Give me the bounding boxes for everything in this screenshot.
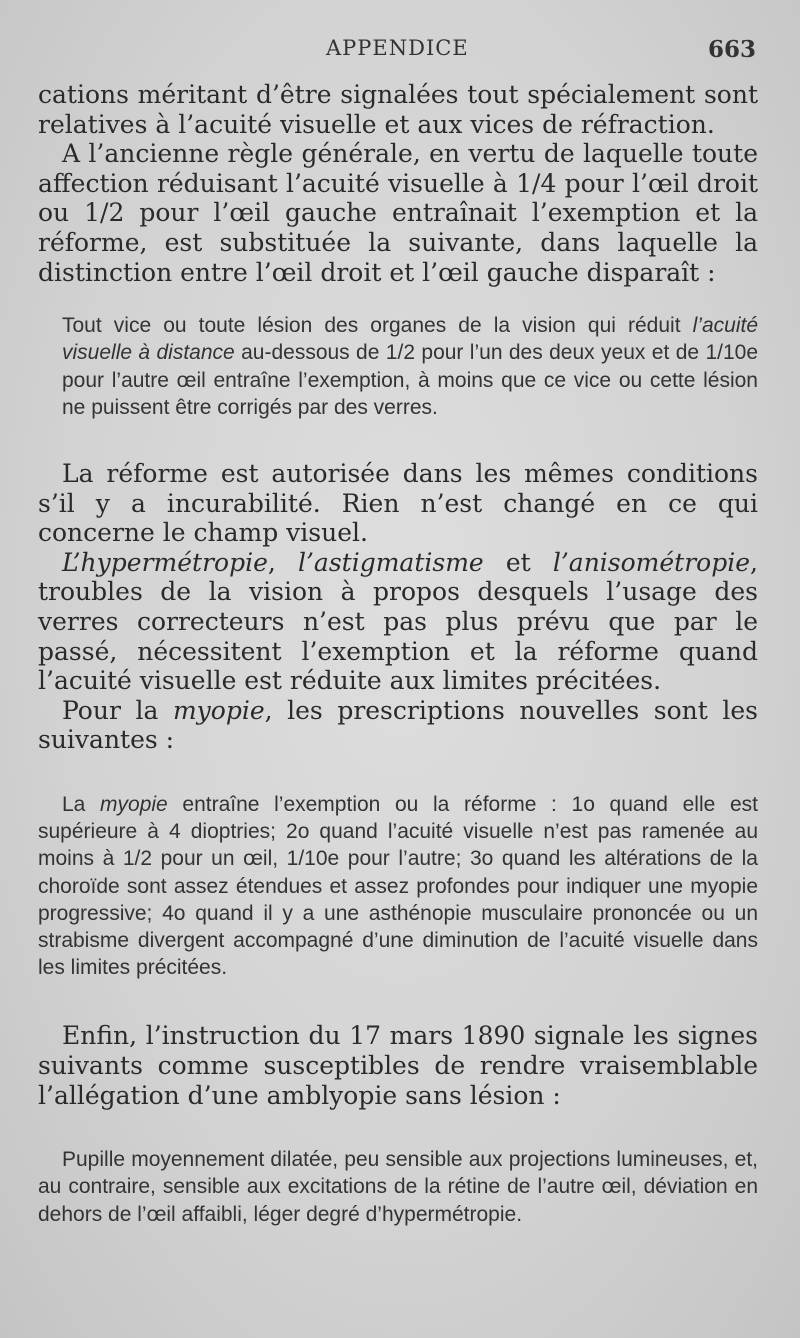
quote-amblyopia-signs: Pupille moyennement dilatée, peu sensible aux projections lumineuses, et, au contraire, sensible aux excitations de la rétine de l’autre œil, déviation en dehors de l’œil affaibli, léger degré d’hypermétropie. (38, 1148, 758, 1226)
paragraph-incurability: La réforme est autorisée dans les mêmes conditions s’il y a incurabilité. Rien n’est changé en ce qui concerne le champ visuel. (38, 458, 758, 548)
running-title: APPENDICE (326, 36, 469, 60)
paragraph-continuation: cations méritant d’être signalées tout spécialement sont relatives à l’acuité visuelle et aux vices de réfraction. (38, 80, 758, 139)
paragraph-instruction: Enfin, l’instruction du 17 mars 1890 signale les signes suivants comme susceptibles de rendre vraisemblable l’allégation d’une amblyopie sans lésion : (38, 1021, 758, 1110)
body-text (38, 80, 758, 1228)
paragraph-general-rule: A l’ancienne règle générale, en vertu de laquelle toute affection réduisant l’acuité visuelle à 1/4 pour l’œil droit ou 1/2 pour l’œil gauche entraînait l’exemption et la réforme, est substituée la suivante, dans laquelle la distinction entre l’œil droit et l’œil gauche disparaît : (38, 139, 758, 287)
paragraph-myopia: Pour la myopie, les prescriptions nouvelles sont les suivantes : (38, 695, 758, 755)
quote-visual-acuity: Tout vice ou toute lésion des organes de la vision qui réduit l’acuité visuelle à distance au-dessous de 1/2 pour l’un des deux yeux et de 1/10e pour l’autre œil entraîne l’exemption, à moins que ce vice ou cette lésion ne puissent être corrigés par des verres. (62, 314, 758, 419)
paragraph-hypermetropia: L’hypermétropie, l’astigmatisme et l’anisométropie, troubles de la vision à propos desquels l’usage des verres correcteurs n’est pas plus prévu que par le passé, nécessitent l’exemption et la réforme quand l’acuité visuelle est réduite aux limites précitées. (38, 547, 758, 696)
quote-myopia: La myopie entraîne l’exemption ou la réforme : 1o quand elle est supérieure à 4 dioptries; 2o quand l’acuité visuelle n’est pas ramenée au moins à 1/2 pour un œil, 1/10e pour l’autre; 3o quand les altérations de la choroïde sont assez étendues et assez profondes pour indiquer une myopie progressive; 4o quand il y a une asthénopie musculaire prononcée ou un strabisme divergent accompagné d’une diminution de l’acuité visuelle dans les limites précitées. (38, 792, 758, 980)
page-header (0, 36, 800, 66)
page-number: 663 (708, 36, 757, 63)
